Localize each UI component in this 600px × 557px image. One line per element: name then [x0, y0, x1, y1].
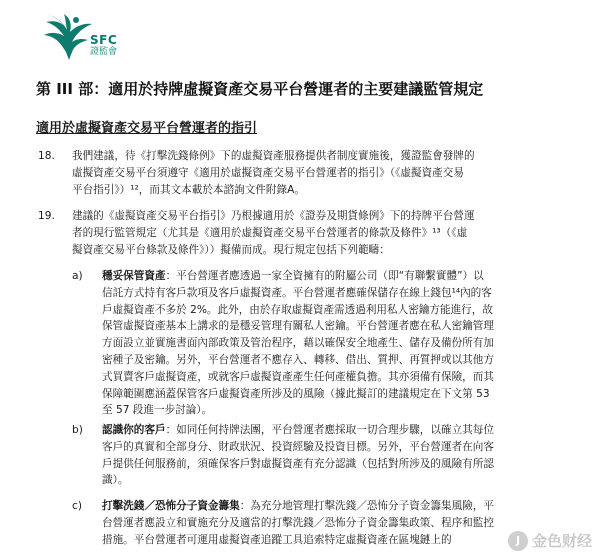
item-line	[102, 498, 494, 515]
item-line: 方面設立並實施書面內部政策及管治程序，藉以確保安全地產生、儲存及備份所有加	[102, 337, 494, 350]
item-line: 戶虛擬資產不多於 2%。此外，由於存取虛擬資產需透過利用私人密鑰方能進行，故	[102, 303, 493, 316]
item-a	[102, 268, 494, 419]
item-line: 式買賣客戶虛擬資產，或就客戶虛擬資產產生任何產權負擔。其亦須備有保險，而其	[102, 370, 494, 383]
paragraph-line: 我們建議，待《打擊洗錢條例》下的虛擬資產服務提供者制度實施後，獲證監會發牌的	[72, 150, 475, 162]
section-subtitle: 適用於虛擬資產交易平台營運者的指引	[36, 121, 258, 136]
item-line: 識）。	[102, 474, 129, 487]
logo-text	[90, 34, 130, 57]
paragraph-19	[72, 208, 475, 258]
watermark	[508, 530, 592, 551]
item-line	[102, 268, 494, 285]
page-title: 第 III 部：適用於持牌虛擬資產交易平台營運者的主要建議監管規定	[36, 80, 484, 98]
item-heading: 穩妥保管資產	[102, 270, 166, 282]
paragraph-line: 建議的《虛擬資產交易平台指引》乃根據適用於《證券及期貨條例》下的持牌平台營運	[72, 210, 475, 222]
logo-chinese: 證監會	[90, 47, 118, 57]
item-line: 台營運者應設立和實施充分及適當的打擊洗錢／恐怖分子資金籌集政策、程序和監控	[102, 516, 494, 529]
item-line: 信託方式持有客戶款項及客戶虛擬資產。平台營運者應確保儲存在線上錢包¹⁴內的客	[102, 286, 492, 299]
item-line: 保障範圍應涵蓋保管客戶虛擬資產所涉及的風險（據此擬訂的建議規定在下文第 53	[102, 387, 490, 400]
item-heading: 認識你的客戶	[102, 424, 166, 436]
item-line-text: ：為充分地管理打擊洗錢／恐怖分子資金籌集風險，平	[239, 500, 494, 512]
item-line: 密種子及密鑰。另外，平台營運者不應存入、轉移、借出、質押、再質押或以其他方	[102, 353, 494, 366]
paragraph-line: 虛擬資產交易平台須遵守《適用於虛擬資產交易平台營運者的指引》（《虛擬資產交易	[72, 166, 464, 179]
item-line: 至 57 段進一步討論）。	[102, 404, 213, 417]
paragraph-18	[72, 148, 475, 198]
item-c	[102, 498, 494, 548]
item-line	[102, 422, 494, 439]
item-label-a: a)	[72, 270, 83, 282]
item-b	[102, 422, 494, 489]
item-line: 客戶的真實和全部身分、財政狀況、投資經驗及投資目標。另外，平台營運者在向客	[102, 440, 494, 453]
paragraph-line: 平台指引》）¹²，而其文本載於本諮詢文件附錄A。	[72, 183, 305, 196]
watermark-logo-icon: J	[508, 531, 528, 551]
item-line-text: ：平台營運者應透過一家全資擁有的附屬公司（即“有聯繫實體”）以	[165, 270, 484, 282]
paragraph-line: 擬資產交易平台條款及條件》））擬備而成。現行規定包括下列範疇：	[72, 243, 390, 256]
paragraph-line: 者的現行監管規定（尤其是《適用於虛擬資產交易平台營運者的條款及條件》¹³（《虛	[72, 226, 468, 239]
logo-brand: SFC	[90, 33, 118, 47]
item-line: 措施。平台營運者可運用虛擬資產追蹤工具追索特定虛擬資產在區塊鏈上的	[102, 533, 452, 546]
item-line: 戶提供任何服務前，須確保客戶對虛擬資產有充分認識（包括對所涉及的風險有所認	[102, 457, 494, 470]
item-line-text: ：如同任何持牌法團，平台營運者應採取一切合理步驟，以確立其每位	[165, 424, 494, 436]
paragraph-number-19: 19.	[38, 210, 55, 222]
item-heading: 打擊洗錢／恐怖分子資金籌集	[102, 500, 240, 512]
item-label-b: b)	[72, 424, 83, 436]
paragraph-number-18: 18.	[38, 150, 55, 162]
watermark-text: 金色财经	[531, 532, 592, 550]
item-line: 保管虛擬資產基本上講求的是穩妥管理有關私人密鑰。平台營運者應在私人密鑰管理	[102, 320, 494, 333]
item-label-c: c)	[72, 500, 82, 512]
sfc-logo	[36, 8, 98, 64]
